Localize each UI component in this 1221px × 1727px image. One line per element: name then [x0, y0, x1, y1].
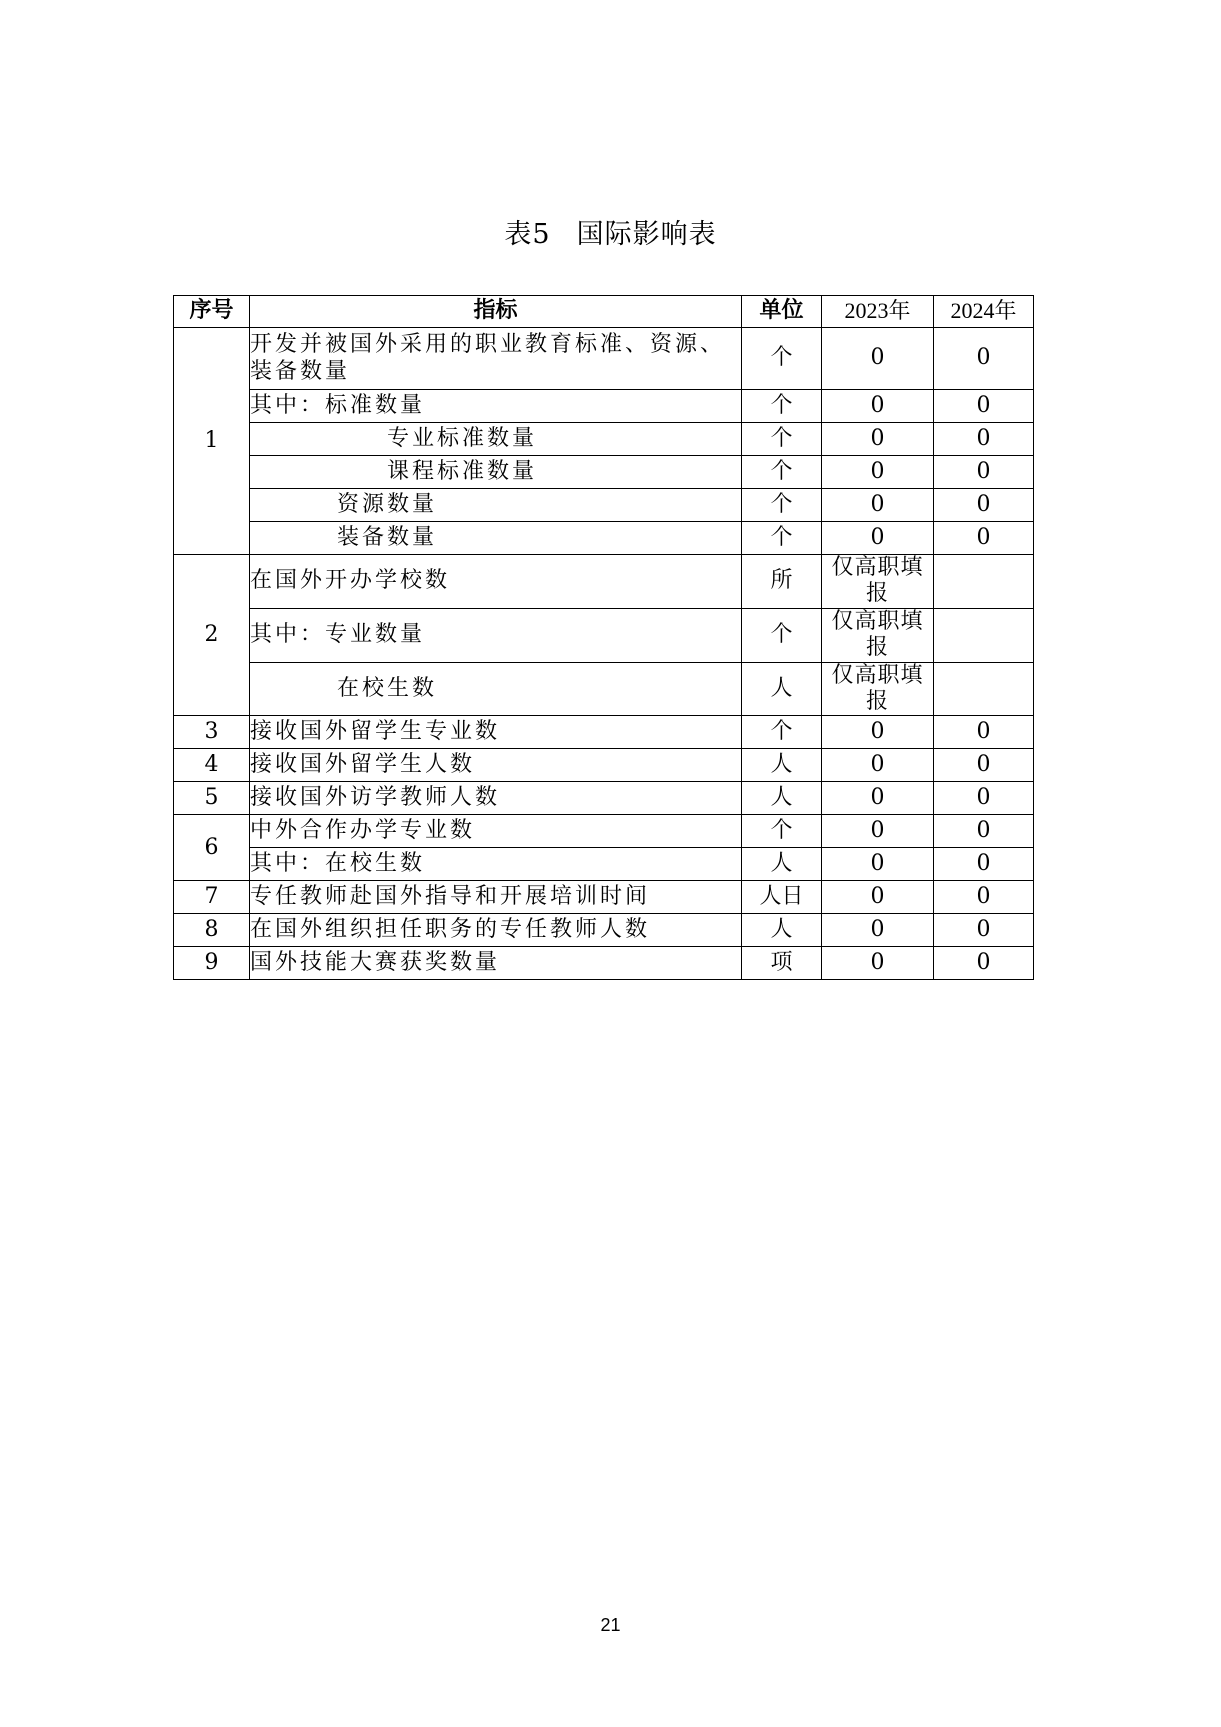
value-2024-cell: 0	[934, 716, 1034, 749]
unit-cell: 个	[742, 390, 822, 423]
unit-cell: 个	[742, 489, 822, 522]
value-2024-cell: 0	[934, 947, 1034, 980]
table-header-row	[174, 296, 1034, 328]
indicator-cell: 接收国外留学生人数	[250, 749, 742, 782]
value-2024-cell	[934, 555, 1034, 609]
unit-cell: 个	[742, 716, 822, 749]
value-2023-cell: 0	[822, 328, 934, 390]
seq-cell: 6	[174, 815, 250, 881]
indicator-cell: 接收国外留学生专业数	[250, 716, 742, 749]
value-2024-cell	[934, 662, 1034, 716]
unit-cell: 人	[742, 848, 822, 881]
table-name: 国际影响表	[576, 219, 717, 250]
value-2023-cell: 0	[822, 881, 934, 914]
table-row	[174, 489, 1034, 522]
indicator-cell: 课程标准数量	[250, 456, 742, 489]
seq-cell: 4	[174, 749, 250, 782]
indicator-cell: 其中：专业数量	[250, 608, 742, 662]
value-2023-cell: 0	[822, 489, 934, 522]
table-row	[174, 815, 1034, 848]
value-2024-cell: 0	[934, 749, 1034, 782]
table-row	[174, 716, 1034, 749]
value-2024-cell: 0	[934, 522, 1034, 555]
value-2023-cell: 0	[822, 848, 934, 881]
value-2024-cell: 0	[934, 489, 1034, 522]
value-2023-cell: 0	[822, 522, 934, 555]
table-row	[174, 555, 1034, 609]
table-row	[174, 662, 1034, 716]
value-2023-cell: 0	[822, 782, 934, 815]
value-2024-cell: 0	[934, 390, 1034, 423]
header-2023: 2023年	[822, 296, 934, 328]
value-2024-cell: 0	[934, 881, 1034, 914]
indicator-cell: 装备数量	[250, 522, 742, 555]
table-row	[174, 608, 1034, 662]
header-seq: 序号	[174, 296, 250, 328]
indicator-cell: 在校生数	[250, 662, 742, 716]
unit-cell: 个	[742, 815, 822, 848]
value-2024-cell: 0	[934, 782, 1034, 815]
indicator-cell: 中外合作办学专业数	[250, 815, 742, 848]
seq-cell: 7	[174, 881, 250, 914]
indicator-cell: 专任教师赴国外指导和开展培训时间	[250, 881, 742, 914]
value-2024-cell: 0	[934, 815, 1034, 848]
value-2023-cell: 0	[822, 390, 934, 423]
unit-cell: 个	[742, 522, 822, 555]
value-2024-cell: 0	[934, 328, 1034, 390]
unit-cell: 人	[742, 749, 822, 782]
value-2024-cell: 0	[934, 423, 1034, 456]
unit-cell: 个	[742, 608, 822, 662]
value-2023-cell: 0	[822, 423, 934, 456]
table-row	[174, 749, 1034, 782]
unit-cell: 所	[742, 555, 822, 609]
table-title	[0, 212, 1221, 251]
table-row	[174, 522, 1034, 555]
value-2023-note: 仅高职填报	[822, 662, 934, 716]
table-row	[174, 782, 1034, 815]
page-number: 21	[600, 1615, 621, 1635]
value-2024-cell: 0	[934, 456, 1034, 489]
table-row	[174, 848, 1034, 881]
value-2023-cell: 0	[822, 716, 934, 749]
seq-cell: 2	[174, 555, 250, 716]
table-row	[174, 390, 1034, 423]
unit-cell: 人	[742, 782, 822, 815]
indicator-cell: 在国外开办学校数	[250, 555, 742, 609]
header-unit: 单位	[742, 296, 822, 328]
value-2023-cell: 0	[822, 947, 934, 980]
unit-cell: 项	[742, 947, 822, 980]
value-2024-cell: 0	[934, 914, 1034, 947]
indicator-cell: 专业标准数量	[250, 423, 742, 456]
table-row	[174, 456, 1034, 489]
table-row	[174, 423, 1034, 456]
table-row	[174, 947, 1034, 980]
indicator-cell: 接收国外访学教师人数	[250, 782, 742, 815]
value-2023-note: 仅高职填报	[822, 608, 934, 662]
unit-cell: 人日	[742, 881, 822, 914]
value-2023-cell: 0	[822, 815, 934, 848]
header-indicator: 指标	[250, 296, 742, 328]
value-2024-cell: 0	[934, 848, 1034, 881]
unit-cell: 个	[742, 328, 822, 390]
indicator-cell: 资源数量	[250, 489, 742, 522]
indicator-cell: 在国外组织担任职务的专任教师人数	[250, 914, 742, 947]
seq-cell: 1	[174, 328, 250, 555]
indicator-cell: 国外技能大赛获奖数量	[250, 947, 742, 980]
unit-cell: 人	[742, 914, 822, 947]
table-row	[174, 328, 1034, 390]
seq-cell: 5	[174, 782, 250, 815]
value-2023-note: 仅高职填报	[822, 555, 934, 609]
table-row	[174, 914, 1034, 947]
indicator-cell: 开发并被国外采用的职业教育标准、资源、装备数量	[250, 328, 742, 390]
unit-cell: 人	[742, 662, 822, 716]
value-2023-cell: 0	[822, 456, 934, 489]
table-label: 表5	[504, 219, 551, 250]
value-2023-cell: 0	[822, 914, 934, 947]
seq-cell: 8	[174, 914, 250, 947]
seq-cell: 9	[174, 947, 250, 980]
unit-cell: 个	[742, 423, 822, 456]
seq-cell: 3	[174, 716, 250, 749]
international-influence-table	[173, 295, 1034, 980]
value-2023-cell: 0	[822, 749, 934, 782]
indicator-cell: 其中：在校生数	[250, 848, 742, 881]
header-2024: 2024年	[934, 296, 1034, 328]
value-2024-cell	[934, 608, 1034, 662]
table-row	[174, 881, 1034, 914]
unit-cell: 个	[742, 456, 822, 489]
indicator-cell: 其中：标准数量	[250, 390, 742, 423]
